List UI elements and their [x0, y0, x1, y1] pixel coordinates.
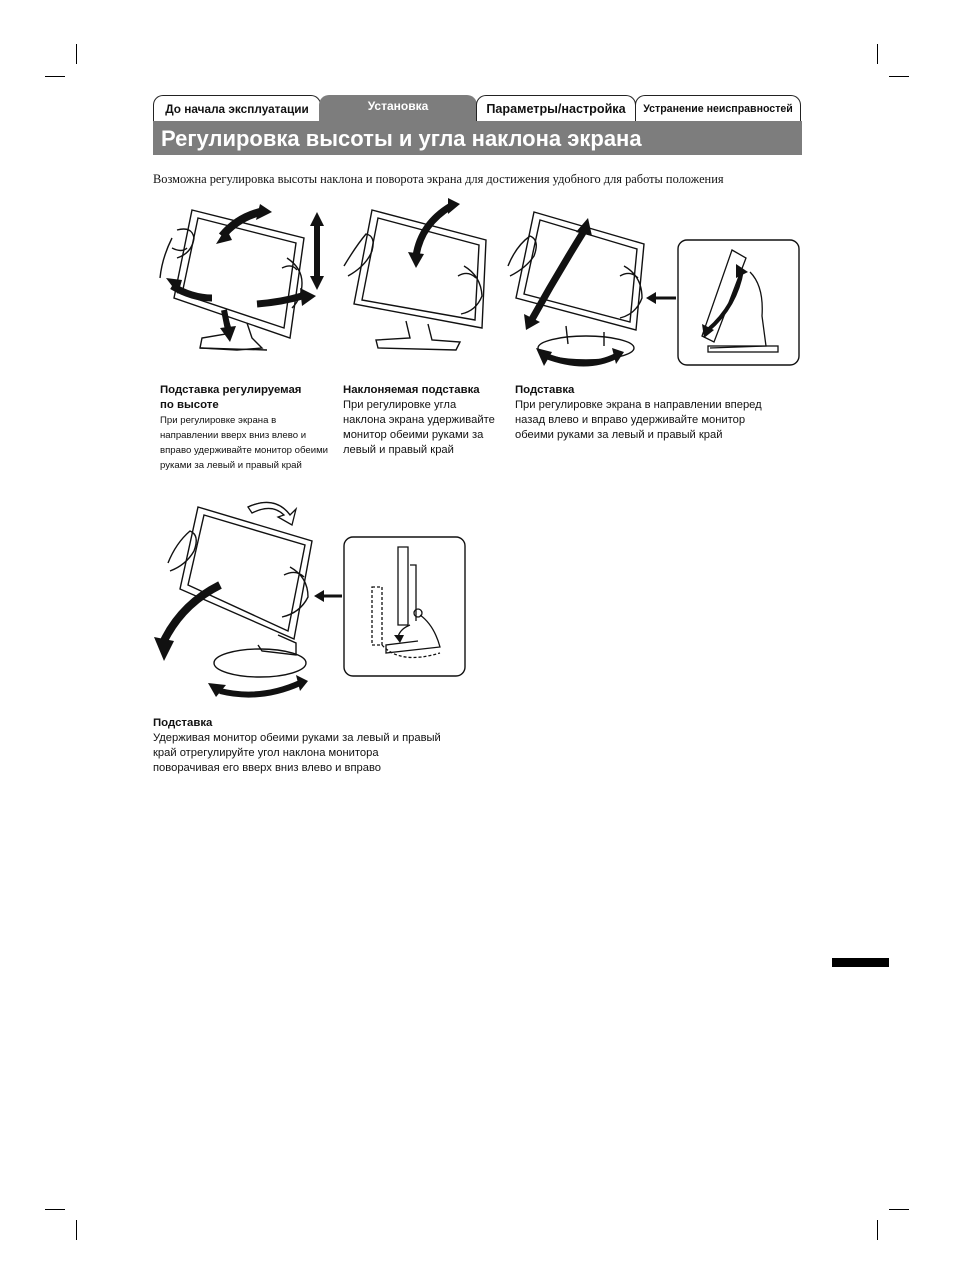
caption-line: левый и правый край [343, 444, 454, 456]
rotate-stand-illustration [150, 495, 470, 700]
chapter-edge-marker [832, 958, 889, 967]
crop-mark [45, 76, 65, 77]
tab-settings[interactable]: Параметры/настройка [476, 95, 636, 121]
caption-line: Удерживая монитор обеими руками за левый и правый [153, 732, 441, 744]
crop-mark [877, 44, 878, 64]
caption-line: край отрегулируйте угол наклона монитора [153, 747, 379, 759]
crop-mark [76, 1220, 77, 1240]
crop-mark [877, 1220, 878, 1240]
caption-heading: Подставка [515, 384, 575, 396]
caption-line: При регулировке угла [343, 399, 457, 411]
tab-installation[interactable]: Установка [319, 95, 477, 123]
caption-tilt-stand [343, 383, 508, 458]
caption-line: назад влево и вправо удерживайте монитор [515, 414, 746, 426]
swivel-stand-illustration [496, 206, 806, 376]
caption-line: При регулировке экрана в направлении вперед [515, 399, 762, 411]
section-tabs [153, 95, 803, 121]
intro-text: Возможна регулировка высоты наклона и поворота экрана для достижения удобного для работы положения [153, 172, 724, 186]
tilt-stand-illustration [336, 196, 496, 358]
caption-line: поворачивая его вверх вниз влево и вправо [153, 762, 382, 774]
title-bar [153, 121, 802, 155]
caption-line: обеими руками за левый и правый край [515, 429, 723, 441]
caption-swivel-stand [515, 383, 805, 443]
crop-mark [45, 1209, 65, 1210]
caption-line: руками за левый и правый край [160, 460, 302, 471]
tab-troubleshooting[interactable]: Устранение неисправностей [635, 95, 801, 121]
crop-mark [889, 1209, 909, 1210]
caption-rotate-stand [153, 716, 483, 776]
caption-line: направлении вверх вниз влево и [160, 430, 307, 441]
caption-line: наклона экрана удерживайте [343, 414, 495, 426]
caption-heading: Подставка регулируемая [160, 384, 302, 396]
crop-mark [76, 44, 77, 64]
page-title: Регулировка высоты и угла наклона экрана [161, 126, 642, 151]
caption-heading: Подставка [153, 717, 213, 729]
tab-before-use[interactable]: До начала эксплуатации [153, 95, 321, 121]
crop-mark [889, 76, 909, 77]
caption-heading: Наклоняемая подставка [343, 384, 480, 396]
caption-heading: по высоте [160, 399, 219, 411]
caption-line: вправо удерживайте монитор обеими [160, 445, 329, 456]
caption-line: При регулировке экрана в [160, 415, 277, 426]
height-adjust-illustration [152, 198, 327, 358]
caption-height-stand [160, 383, 330, 473]
caption-line: монитор обеими руками за [343, 429, 484, 441]
